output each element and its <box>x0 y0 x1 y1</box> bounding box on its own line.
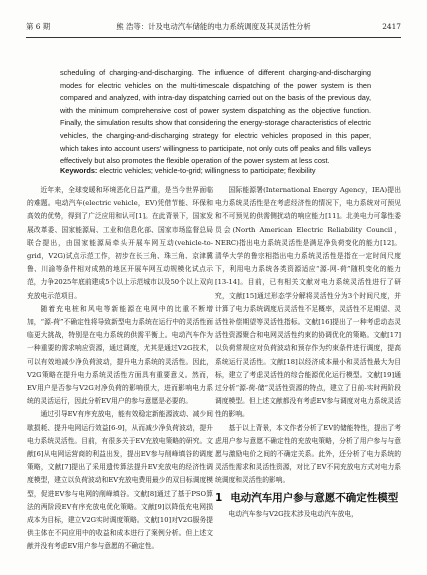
paragraph: 近年来，全球变暖和环境恶化日益严重，是当今世界面临的难题。电动汽车(electric vehicle，EV)凭借节能、环保和高效的优势，得到了广泛应用和认可[1]。在此背景下，国家发展改革委、国家能源局、工业和信息化部、国家市场监督总局联合提出，由国家能源局牵头开展车网互动(vehicle-to-grid，V2G)试点示范工作，初步在长三角、珠三角、京津冀鲁、川渝等条件相对成熟的地区开展车网互动规模化试点示范，力争2025年底前建成5个以上示范城市以及50个以上双向充放电示范项目。 <box>27 186 213 300</box>
section-title: 电动汽车用户参与意愿不确定性模型 <box>230 491 399 504</box>
keywords-label: Keywords: <box>60 166 98 175</box>
english-abstract: scheduling of charging-and-discharging. The influence of different charging-and-discharging modes for electric vehicles on the multi-timescale dispatching of the power system is then compared and analyzed, with intra-day dispatching carried out on the basis of the previous day, with the minimum comprehensive cost of power system dispatching as the objective function. Finally, the simulation results show that considering the energy-storage characteristics of electric vehicles, the charging-and-discharging strategy for electric vehicles proposed in this paper, which takes into account users' willingness to participate, not only cuts off peaks and fills valleys effectively but also promotes the flexible operation of the power system at less cost. <box>60 68 371 166</box>
keywords-text: electric vehicles; vehicle-to-grid; willingness to participate; flexibility <box>99 166 316 175</box>
paragraph: 随着充电桩和风电等新能源在电网中的比重不断增加，“源-荷”不确定性将导致新型电力系统在运行中的灵活性面临更大挑战，特别是在电力系统的供需平衡上。电动汽车作为一种重要的需求响应资源，通过调度，尤其是通过V2G技术，可以有效地减少净负荷波动，提升电力系统的灵活性。因此，V2G策略在提升电力系统灵活性方面具有重要意义。然而，EV用户是否参与V2G对净负荷的影响很大，进而影响电力系统的灵活运行，因此分析EV用户的参与意愿是必要的。 <box>27 304 213 406</box>
running-header <box>26 20 401 34</box>
page-number: 2417 <box>382 22 401 31</box>
english-keywords <box>60 165 371 178</box>
paragraph: 国际能源署(International Energy Agency，IEA)提出电力系统灵活性是在考虑经济性的情况下，电力系统对可预见和不可预见的供需侧扰动的响应能力[11]。北美电力可靠性委员会(North American Electric Reliability Council，NERC)指出电力系统灵活性是满足净负荷变化的能力[12]。清华大学的鲁宗相指出电力系统灵活性是指在一定时间尺度下，利用电力系统各类资源适应“源-网-荷”随机变化的能力[13-14]。目前，已有相关文献对电力系统灵活性进行了研究，文献[15]通过形态学分解将灵活性分为3个时间尺度，并计算了电力系统调度后灵活性不足概率，灵活性不足期望、灵活性补偿期望等灵活性指标。文献[16]提出了一种考虑动态灵活性资源聚合和电网灵活性约束的协调优化的策略。文献[17]以负荷常规应对负荷波动和预存作为约束条件进行调度，提高系统运行灵活性。文献[18]以经济成本最小和灵活性最大为目标，建立了考虑灵活性的综合能源优化运行模型。文献[19]通过分析“源-荷-储”灵活性资源的特点，建立了日前-实时两阶段调度模型。但上述文献都没有考虑EV参与调度对电力系统灵活性的影响。 <box>215 186 401 419</box>
paragraph: 基于以上背景，本文作者分析了EV的储能特性，提出了考虑用户参与意愿不确定性的充放电策略，分析了用户参与与意愿与激励电价之间的不确定关系。此外，还分析了电力系统的灵活性需求和灵活性资源，对比了EV不同充放电方式对电力系统调度和灵活性的影响。 <box>215 423 401 485</box>
paragraph: 电动汽车参与V2G技术涉及电动汽车放电， <box>228 509 358 518</box>
left-column <box>27 184 213 554</box>
section-heading <box>215 490 401 506</box>
running-title: 熊 浩等：计及电动汽车储能的电力系统调度及其灵活性分析 <box>116 22 311 31</box>
section-number: 1 <box>215 491 223 504</box>
paragraph: 通过引导EV有序充放电，能有效稳定新能源波动、减少间歇损耗、提升电网运行效益[6-9]，从而减少净负荷波动，提升电力系统灵活性。目前，有很多关于EV充放电策略的研究。文献[6]从电网运营商的利益出发，提出EV参与削峰填谷的调度策略，文献[7]提出了采用遗传算法提升EV充放电的经济性调度模型，建立以负荷波动和EV充放电费用最少的双目标调度模型，促进EV参与电网的削峰填谷。文献[8]通过了基于PSO算法的两阶段EV有序充放电优化策略。文献[9]以降低充电网损成本为目标，建立V2G实时调度策略。文献[10]对V2G服务提供主体在不同应用中的收益和成本进行了案例分析。但上述文献并没有考虑EV用户参与意愿的不确定性。 <box>27 410 213 551</box>
header-rule <box>26 37 401 38</box>
issue-number: 第 6 期 <box>26 22 51 31</box>
right-column <box>215 184 401 521</box>
